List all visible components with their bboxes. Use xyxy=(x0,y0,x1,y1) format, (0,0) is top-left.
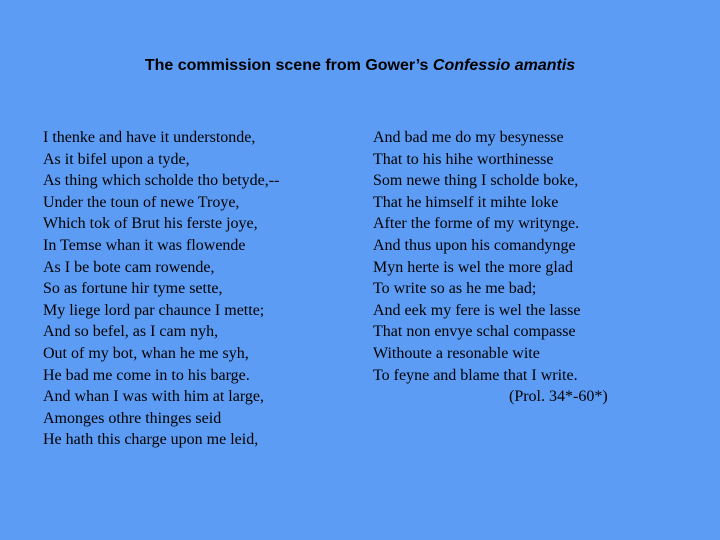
verse-line: I thenke and have it understonde, xyxy=(43,129,256,146)
right-verse-column xyxy=(373,127,693,408)
verse-line: He bad me come in to his barge. xyxy=(43,366,250,384)
verse-line: He hath this charge upon me leid, xyxy=(43,431,259,449)
verse-line: And thus upon his comandynge xyxy=(373,236,576,254)
verse-line: Under the toun of newe Troye, xyxy=(43,193,240,211)
verse-line: And eek my fere is wel the lasse xyxy=(373,301,581,319)
title-text: The commission scene from Gower’s xyxy=(144,57,433,74)
verse-line: After the forme of my writynge. xyxy=(373,215,580,233)
verse-line: Out of my bot, whan he me syh, xyxy=(43,344,249,362)
verse-line: To write so as he me bad; xyxy=(373,280,537,298)
slide-title xyxy=(0,57,720,75)
verse-line: And bad me do my besynesse xyxy=(373,129,564,146)
verse-line: So as fortune hir tyme sette, xyxy=(43,280,223,298)
citation: (Prol. 34*-60*) xyxy=(509,388,608,406)
verse-line: That to his hihe worthinesse xyxy=(373,150,554,168)
verse-line: As it bifel upon a tyde, xyxy=(43,150,190,168)
verse-line: Amonges othre thinges seid xyxy=(43,409,222,427)
verse-line: Which tok of Brut his ferste joye, xyxy=(43,215,258,233)
verse-line: To feyne and blame that I write. xyxy=(373,366,578,384)
verse-line: Myn herte is wel the more glad xyxy=(373,258,573,276)
verse-line: In Temse whan it was flowende xyxy=(43,236,246,254)
verse-line: Som newe thing I scholde boke, xyxy=(373,172,579,190)
verse-line: And so befel, as I cam nyh, xyxy=(43,323,219,341)
verse-line: That he himself it mihte loke xyxy=(373,193,559,211)
verse-line: As thing which scholde tho betyde,-- xyxy=(43,172,280,190)
verse-line: That non envye schal compasse xyxy=(373,323,576,341)
left-verse-column xyxy=(43,127,363,451)
verse-line: And whan I was with him at large, xyxy=(43,388,264,406)
verse-line: My liege lord par chaunce I mette; xyxy=(43,301,265,319)
title-italic-text: Confessio amantis xyxy=(432,57,576,74)
verse-line: Withoute a resonable wite xyxy=(373,344,540,362)
verse-line: As I be bote cam rowende, xyxy=(43,258,215,276)
